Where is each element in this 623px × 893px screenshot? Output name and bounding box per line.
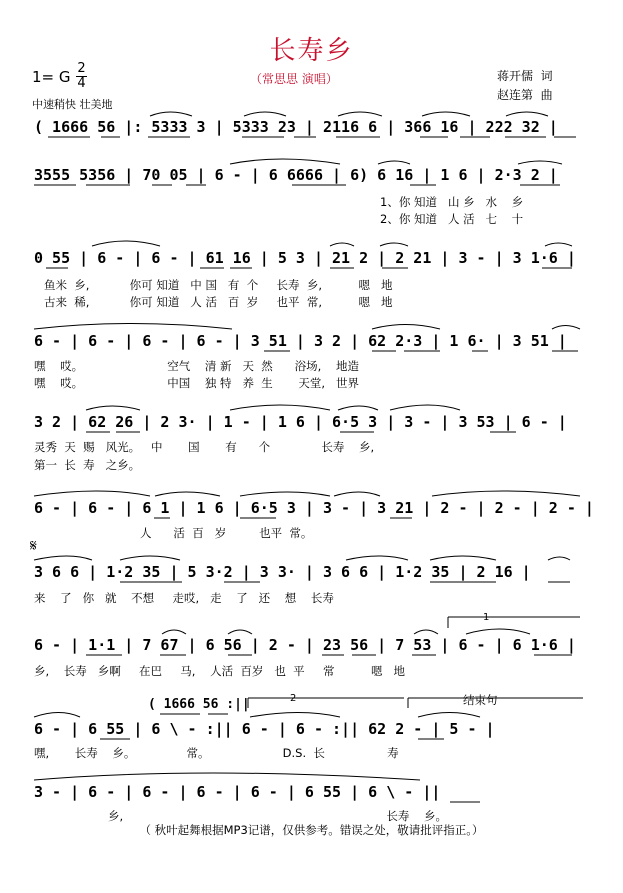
staff-line-5: 3 2 | 62 26 | 2 3· | 1 - | 1 6 | 6·5 3 | 3 - | 3 53 | 6 - | [34, 413, 567, 431]
lyric-line-7: 来 了 你 就 不想 走哎, 走 了 还 想 长寿 [34, 591, 334, 605]
staff-line-10: 3 - | 6 - | 6 - | 6 - | 6 - | 6 55 | 6 \ - || [34, 783, 441, 801]
lyric-line-4-verse-2: 嘿 哎。 中国 独 特 养 生 天堂, 世界 [34, 376, 359, 390]
segno-sign: 𝄋 [30, 536, 37, 555]
lyric-line-5-verse-1: 灵秀 天 赐 风光。 中 国 有 个 长寿 乡, [34, 440, 375, 454]
staff-line-8: 6 - | 1·1 | 7 67 | 6 56 | 2 - | 23 56 | 7 53 | 6 - | 6 1·6 | [34, 636, 576, 654]
staff-line-7: 3 6 6 | 1·2 35 | 5 3·2 | 3 3· | 3 6 6 | 1·2 35 | 2 16 | [34, 563, 531, 581]
lyric-line-2-verse-1: 1、你 知道 山 乡 水 乡 [380, 195, 524, 209]
staff-line-1: ( 1666 56 |: 5333 3 | 5333 23 | 2116 6 | 366 16 | 222 32 | [34, 118, 558, 136]
tempo-marking: 中速稍快 壮美地 [32, 98, 113, 111]
staff-line-4: 6 - | 6 - | 6 - | 6 - | 3 51 | 3 2 | 62 2·3 | 1 6· | 3 51 | [34, 332, 567, 350]
staff-line-9: 6 - | 6 55 | 6 \ - :|| 6 - | 6 - :|| 62 2 - | 5 - | [34, 720, 495, 738]
staff-line-3: 0 55 | 6 - | 6 - | 61 16 | 5 3 | 21 2 | 2 21 | 3 - | 3 1·6 | [34, 249, 576, 267]
lyric-line-4-verse-1: 嘿 哎。 空气 清 新 天 然 浴场, 地造 [34, 359, 359, 373]
footnote: （ 秋叶起舞根据MP3记谱，仅供参考。错误之处，敬请批评指正。） [139, 823, 484, 837]
song-title: 长寿乡 [269, 36, 354, 66]
meter-top: 2 [77, 61, 86, 76]
time-signature [76, 62, 87, 90]
staff-line-6: 6 - | 6 - | 6 1 | 1 6 | 6·5 3 | 3 - | 3 21 | 2 - | 2 - | 2 - | [34, 499, 594, 517]
lyric-line-8: 乡, 长寿 乡啊 在巴 马, 人活 百岁 也 平 常 嗯 地 [34, 664, 405, 678]
lyricist-credit: 蒋开儒 词 [497, 69, 553, 83]
lyric-line-5-verse-2: 第一 长 寿 之乡。 [34, 458, 141, 472]
meter-bottom: 4 [77, 76, 86, 91]
ending-label: 结束句 [463, 693, 498, 707]
composer-credit: 赵连第 曲 [497, 88, 553, 102]
lyric-line-3-verse-2: 古来 稀, 你可 知道 人 活 百 岁 也平 常, 嗯 地 [44, 295, 393, 309]
volta-1-label: 1 [483, 612, 490, 623]
lyric-line-10: 乡, 长寿 乡。 [108, 809, 447, 823]
staff-line-2: 3555 5356 | 70 05 | 6 - | 6 6666 | 6) 6 16 | 1 6 | 2·3 2 | [34, 166, 558, 184]
staff-line-9-prefix: ( 1666 56 :|| [148, 697, 250, 712]
lyric-line-3-verse-1: 鱼米 乡, 你可 知道 中 国 有 个 长寿 乡, 嗯 地 [44, 278, 393, 292]
key-signature: 1= G [32, 68, 71, 86]
singer-credit: （常思思 演唱） [250, 72, 338, 86]
lyric-line-9: 嘿, 长寿 乡。 常。 D.S. 长 寿 [34, 746, 399, 760]
lyric-line-6: 人 活 百 岁 也平 常。 [140, 526, 313, 540]
lyric-line-2-verse-2: 2、你 知道 人 活 七 十 [380, 212, 524, 226]
volta-2-label: 2 [290, 693, 297, 704]
